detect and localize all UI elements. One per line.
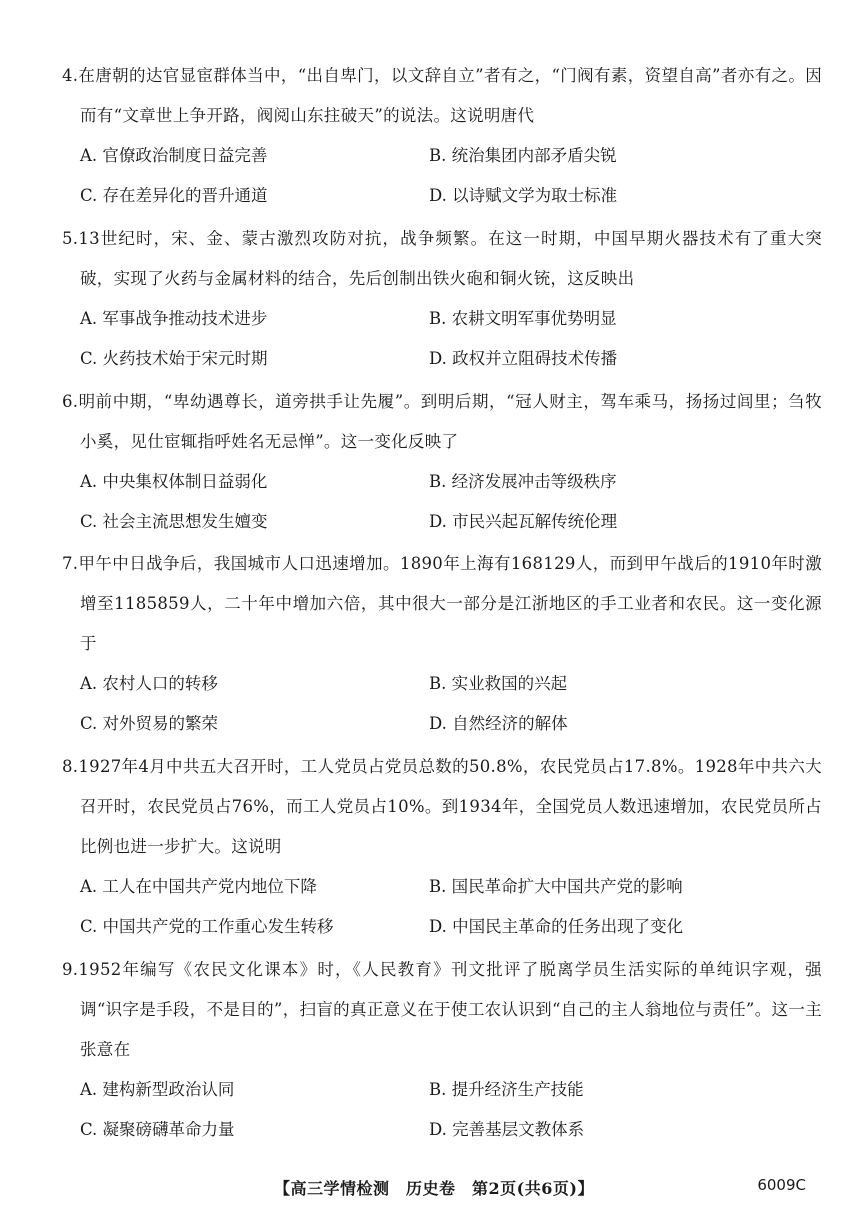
option-c: C. 社会主流思想发生嬗变 xyxy=(80,512,268,531)
question-stem: 5.13世纪时，宋、金、蒙古激烈攻防对抗，战争频繁。在这一时期，中国早期火器技术有了重大突破，实现了火药与金属材料的结合，先后创制出铁火砲和铜火铳，这反映出 xyxy=(62,229,822,288)
options xyxy=(62,299,822,379)
question-4 xyxy=(62,56,822,216)
option-a: A. 农村人口的转移 xyxy=(80,674,218,693)
option-c: C. 凝聚磅礴革命力量 xyxy=(80,1120,235,1139)
option-d: D. 以诗赋文学为取士标准 xyxy=(429,186,618,205)
options xyxy=(62,664,822,744)
option-d: D. 完善基层文教体系 xyxy=(429,1120,585,1139)
option-c: C. 火药技术始于宋元时期 xyxy=(80,349,268,368)
question-stem: 6.明前中期，“卑幼遇尊长，道旁拱手让先履”。到明后期，“冠人财主，驾车乘马，扬扬过闾里；刍牧小奚，见仕宦辄指呼姓名无忌惮”。这一变化反映了 xyxy=(62,392,822,451)
question-9 xyxy=(62,950,822,1150)
options xyxy=(62,136,822,216)
option-a: A. 建构新型政治认同 xyxy=(80,1080,235,1099)
option-c: C. 中国共产党的工作重心发生转移 xyxy=(80,917,334,936)
option-b: B. 实业救国的兴起 xyxy=(429,674,568,693)
option-a: A. 官僚政治制度日益完善 xyxy=(80,146,268,165)
question-stem: 4.在唐朝的达官显宦群体当中，“出自卑门，以文辞自立”者有之，“门阀有素，资望自高”者亦有之。因而有“文章世上争开路，阀阅山东拄破天”的说法。这说明唐代 xyxy=(62,66,822,125)
question-5 xyxy=(62,219,822,379)
option-b: B. 农耕文明军事优势明显 xyxy=(429,309,617,328)
option-d: D. 政权并立阻碍技术传播 xyxy=(429,349,618,368)
question-8 xyxy=(62,747,822,947)
option-a: A. 中央集权体制日益弱化 xyxy=(80,472,268,491)
paper-code: 6009C xyxy=(757,1176,806,1194)
option-b: B. 提升经济生产技能 xyxy=(429,1080,584,1099)
option-b: B. 经济发展冲击等级秩序 xyxy=(429,472,617,491)
options xyxy=(62,1070,822,1150)
option-c: C. 存在差异化的晋升通道 xyxy=(80,186,268,205)
option-d: D. 自然经济的解体 xyxy=(429,714,568,733)
option-a: A. 工人在中国共产党内地位下降 xyxy=(80,877,317,896)
option-c: C. 对外贸易的繁荣 xyxy=(80,714,219,733)
question-7 xyxy=(62,544,822,744)
option-d: D. 市民兴起瓦解传统伦理 xyxy=(429,512,618,531)
option-d: D. 中国民主革命的任务出现了变化 xyxy=(429,917,684,936)
footer-title: 【高三学情检测 历史卷 第2页(共6页)】 xyxy=(274,1179,594,1198)
question-stem: 9.1952年编写《农民文化课本》时，《人民教育》刊文批评了脱离学员生活实际的单纯识字观，强调“识字是手段，不是目的”，扫盲的真正意义在于使工农认识到“自己的主人翁地位与责任”。这一主张意在 xyxy=(62,960,822,1059)
options xyxy=(62,462,822,542)
question-stem: 7.甲午中日战争后，我国城市人口迅速增加。1890年上海有168129人，而到甲午战后的1910年时激增至1185859人，二十年中增加六倍，其中很大一部分是江浙地区的手工业者和农民。这一变化源于 xyxy=(62,554,822,653)
option-a: A. 军事战争推动技术进步 xyxy=(80,309,268,328)
page-footer xyxy=(0,1176,868,1206)
question-6 xyxy=(62,382,822,542)
option-b: B. 国民革命扩大中国共产党的影响 xyxy=(429,877,683,896)
option-b: B. 统治集团内部矛盾尖锐 xyxy=(429,146,617,165)
options xyxy=(62,867,822,947)
question-stem: 8.1927年4月中共五大召开时，工人党员占党员总数的50.8%，农民党员占17.8%。1928年中共六大召开时，农民党员占76%，而工人党员占10%。到1934年，全国党员人数迅速增加，农民党员所占比例也进一步扩大。这说明 xyxy=(62,757,822,856)
